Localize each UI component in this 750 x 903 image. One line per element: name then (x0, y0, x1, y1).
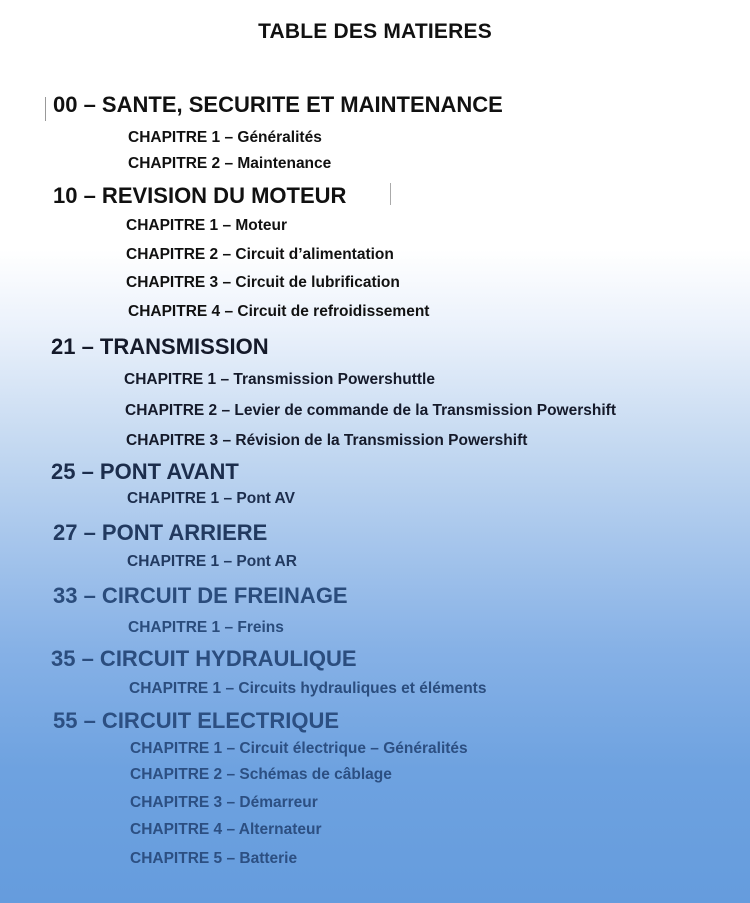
section-heading-55[interactable]: 55 – CIRCUIT ELECTRIQUE (53, 708, 340, 733)
chapter-55-2[interactable]: CHAPITRE 2 – Schémas de câblage (130, 766, 392, 783)
chapter-10-4[interactable]: CHAPITRE 4 – Circuit de refroidissement (128, 303, 430, 320)
chapter-10-3[interactable]: CHAPITRE 3 – Circuit de lubrification (126, 274, 400, 291)
chapter-55-3[interactable]: CHAPITRE 3 – Démarreur (130, 794, 318, 811)
chapter-33-1[interactable]: CHAPITRE 1 – Freins (128, 619, 284, 636)
section-heading-27[interactable]: 27 – PONT ARRIERE (53, 520, 268, 545)
scan-edge-mark (45, 97, 46, 121)
scan-edge-mark (390, 183, 391, 205)
section-heading-25[interactable]: 25 – PONT AVANT (51, 459, 239, 484)
section-heading-10[interactable]: 10 – REVISION DU MOTEUR (53, 183, 347, 208)
section-heading-21[interactable]: 21 – TRANSMISSION (51, 334, 269, 359)
chapter-10-1[interactable]: CHAPITRE 1 – Moteur (126, 217, 288, 234)
chapter-21-3[interactable]: CHAPITRE 3 – Révision de la Transmission Powershift (126, 432, 528, 449)
chapter-55-1[interactable]: CHAPITRE 1 – Circuit électrique – Généralités (130, 740, 468, 757)
chapter-00-2[interactable]: CHAPITRE 2 – Maintenance (128, 155, 332, 172)
page-title: TABLE DES MATIERES (258, 20, 492, 43)
chapter-55-5[interactable]: CHAPITRE 5 – Batterie (130, 850, 298, 867)
section-heading-33[interactable]: 33 – CIRCUIT DE FREINAGE (53, 583, 348, 608)
chapter-21-2[interactable]: CHAPITRE 2 – Levier de commande de la Transmission Powershift (125, 402, 616, 419)
chapter-25-1[interactable]: CHAPITRE 1 – Pont AV (127, 490, 295, 507)
chapter-21-1[interactable]: CHAPITRE 1 – Transmission Powershuttle (124, 371, 435, 388)
section-heading-00[interactable]: 00 – SANTE, SECURITE ET MAINTENANCE (53, 92, 503, 117)
chapter-35-1[interactable]: CHAPITRE 1 – Circuits hydrauliques et éléments (129, 680, 487, 697)
section-heading-35[interactable]: 35 – CIRCUIT HYDRAULIQUE (51, 646, 357, 671)
chapter-10-2[interactable]: CHAPITRE 2 – Circuit d’alimentation (126, 246, 394, 263)
chapter-00-1[interactable]: CHAPITRE 1 – Généralités (128, 129, 322, 146)
chapter-55-4[interactable]: CHAPITRE 4 – Alternateur (130, 821, 322, 838)
chapter-27-1[interactable]: CHAPITRE 1 – Pont AR (127, 553, 297, 570)
